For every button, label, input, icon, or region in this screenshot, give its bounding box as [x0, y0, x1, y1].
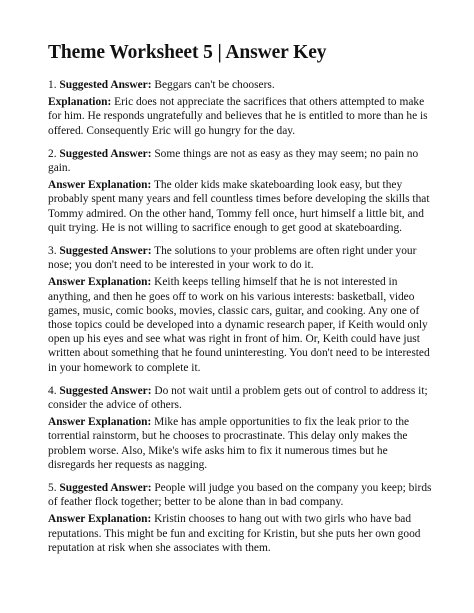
explanation-text: Eric does not appreciate the sacrifices that others attempted to make for him. He responds ungratefully and believes that he is entitled to more than he is offered. Consequently Eric will go hungry for the day.: [48, 96, 428, 137]
answer-item-5: [48, 481, 434, 555]
explanation-label: Explanation:: [48, 96, 112, 109]
suggested-answer-label: Suggested Answer:: [59, 79, 152, 91]
suggested-answer-3: [48, 244, 434, 272]
explanation-text: Mike has ample opportunities to fix the leak prior to the torrential rainstorm, but he chooses to procrastinate. This delay only makes the problem worse. Also, Mike's wife asks him to fix it numerous times but he disregards her requests as nagging.: [48, 416, 410, 471]
suggested-answer-text: Some things are not as easy as they may seem; no pain no gain.: [48, 147, 419, 175]
explanation-text: Keith keeps telling himself that he is not interested in anything, and then he goes off to work on his various interests: basketball, video games, music, comic books, movies, classic cars, guitar, and cooking. Any one of those topics could be developed into a dynamic research paper, if Keith would only open up his eyes and see what was right in front of him. Or, Keith could have just written about something that he found uninteresting. You don't need to be interested in your homework to complete it.: [48, 276, 430, 374]
suggested-answer-5: [48, 481, 434, 509]
suggested-answer-text: Beggars can't be choosers.: [154, 79, 275, 91]
explanation-1: [48, 95, 434, 138]
item-number: 3.: [48, 245, 57, 258]
suggested-answer-text: The solutions to your problems are often right under your nose; you don't need to be interested in your work to do it.: [48, 245, 417, 272]
explanation-label: Answer Explanation:: [48, 513, 152, 526]
suggested-answer-text: Do not wait until a problem gets out of control to address it; consider the advice of others.: [48, 384, 428, 412]
suggested-answer-label: Suggested Answer:: [59, 245, 152, 258]
suggested-answer-label: Suggested Answer:: [59, 384, 152, 397]
item-number: 4.: [48, 384, 57, 397]
explanation-text: The older kids make skateboarding look easy, but they probably spent many years and fell countless times before developing the skills that Tommy admired. On the other hand, Tommy fell once, hurt himself a little bit, and quit trying. He is not willing to sacrifice enough to get good at skateboarding.: [48, 179, 430, 234]
suggested-answer-text: People will judge you based on the company you keep; birds of feather flock together; better to be alone than in bad company.: [48, 482, 432, 509]
explanation-label: Answer Explanation:: [48, 276, 152, 289]
suggested-answer-label: Suggested Answer:: [59, 147, 152, 160]
suggested-answer-1: [48, 78, 434, 92]
item-number: 1.: [48, 79, 57, 91]
answer-item-1: [48, 78, 434, 138]
answer-item-3: [48, 244, 434, 375]
explanation-label: Answer Explanation:: [48, 416, 152, 429]
explanation-label: Answer Explanation:: [48, 179, 152, 192]
page-title: Theme Worksheet 5 | Answer Key: [48, 42, 327, 63]
item-number: 5.: [48, 482, 57, 495]
explanation-4: [48, 415, 434, 472]
explanation-3: [48, 275, 434, 374]
answer-item-2: [48, 147, 434, 235]
suggested-answer-2: [48, 147, 434, 175]
explanation-2: [48, 178, 434, 235]
answer-item-4: [48, 384, 434, 472]
suggested-answer-4: [48, 384, 434, 412]
explanation-text: Kristin chooses to hang out with two girls who have bad reputations. This might be fun and exciting for Kristin, but she puts her own good reputation at risk when she associates with them.: [48, 513, 421, 554]
explanation-5: [48, 512, 434, 555]
suggested-answer-label: Suggested Answer:: [59, 482, 152, 495]
item-number: 2.: [48, 147, 57, 160]
